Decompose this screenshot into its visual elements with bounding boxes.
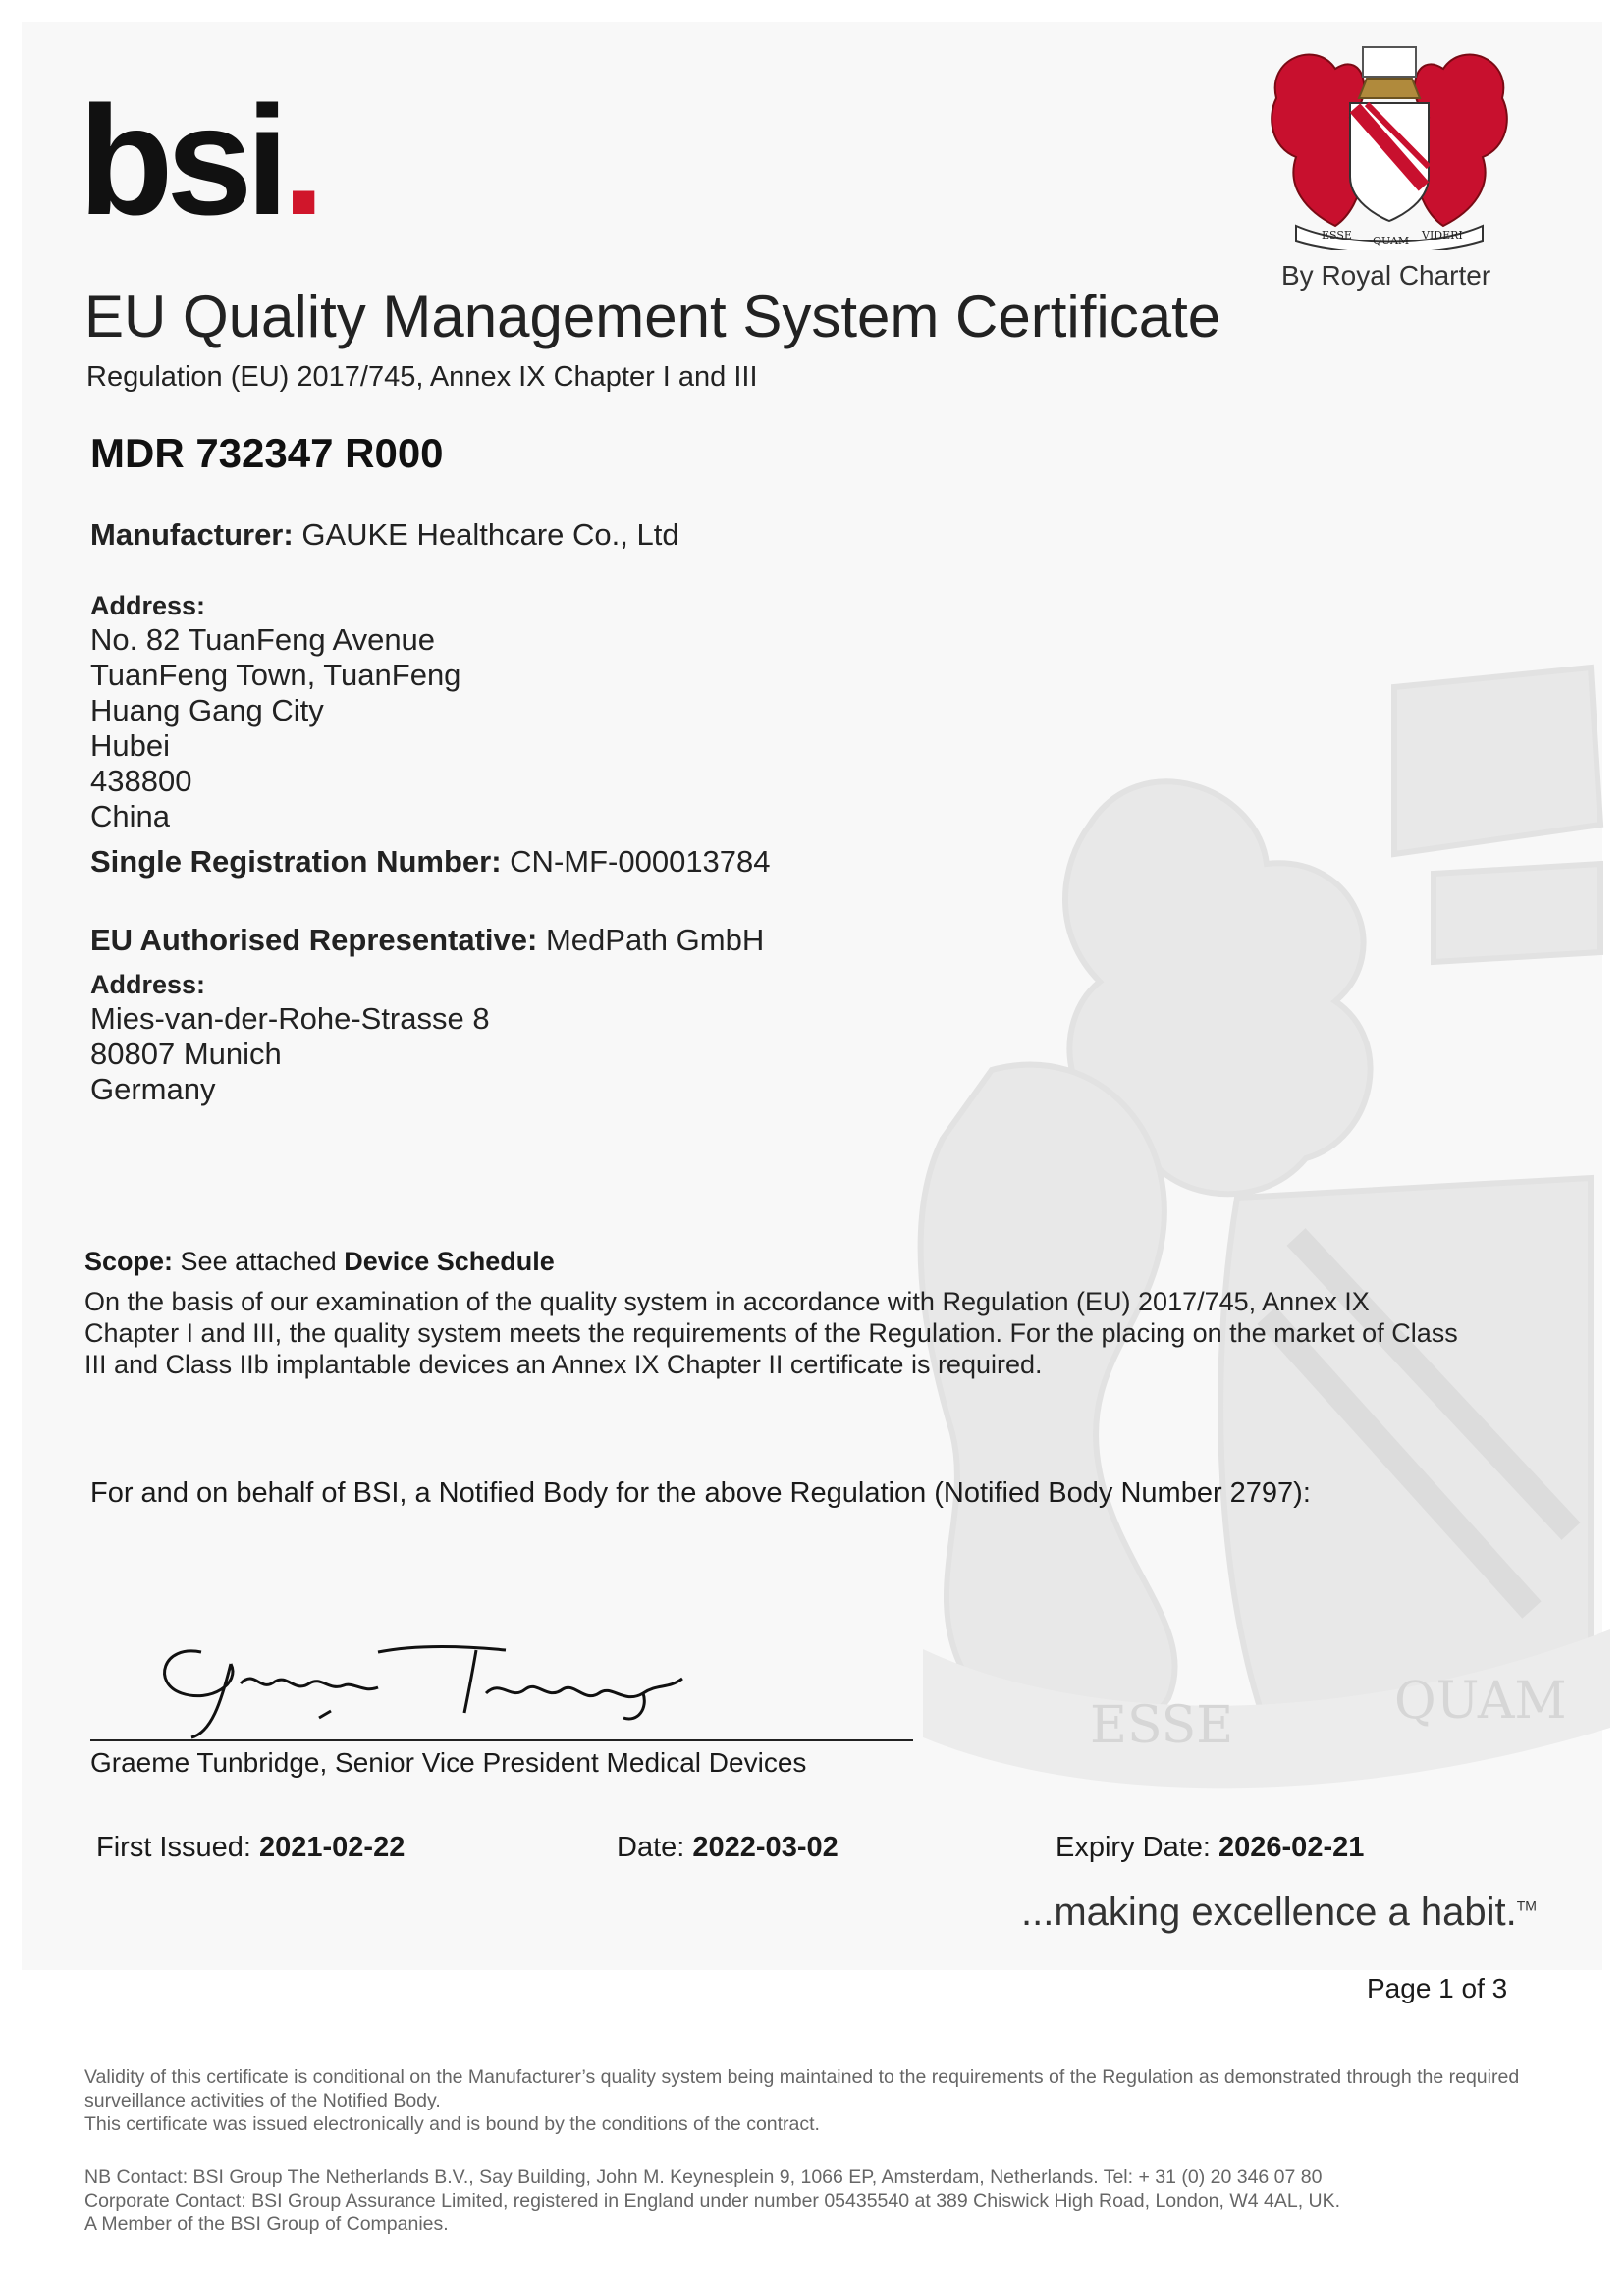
device-schedule-ref: Device Schedule	[344, 1247, 555, 1276]
scope-text: See attached	[180, 1247, 337, 1276]
issue-date-label: Date:	[617, 1832, 685, 1863]
first-issued-value: 2021-02-22	[259, 1832, 406, 1863]
svg-text:ESSE: ESSE	[1322, 229, 1352, 241]
issue-date	[617, 1832, 839, 1864]
tagline-text: ...making excellence a habit.	[1021, 1891, 1517, 1934]
address-line: 438800	[90, 764, 192, 798]
srn-value: CN-MF-000013784	[510, 844, 771, 879]
eu-rep-line	[90, 923, 764, 958]
page-number: Page 1 of 3	[1367, 1973, 1508, 2003]
nb-contact: NB Contact: BSI Group The Netherlands B.V., Say Building, John M. Keynesplein 9, 1066 EP, Amsterdam, Netherlands. Tel: + 31 (0) 20 346 07 80	[84, 2166, 1323, 2188]
validity-text-2: This certificate was issued electronically and is bound by the conditions of the contract.	[84, 2113, 820, 2135]
signatory-name: Graeme Tunbridge, Senior Vice President Medical Devices	[90, 1747, 807, 1778]
manufacturer-address	[90, 589, 460, 834]
certificate-number: MDR 732347 R000	[90, 430, 444, 476]
first-issued-label: First Issued:	[96, 1832, 251, 1863]
eu-rep-label: EU Authorised Representative:	[90, 923, 538, 957]
address-line: TuanFeng Town, TuanFeng	[90, 658, 461, 692]
address-line: Germany	[90, 1072, 216, 1106]
tagline	[1021, 1891, 1537, 1935]
scope-paragraph: On the basis of our examination of the quality system in accordance with Regulation (EU) 2017/745, Annex IX Chapter I and III, the quality system meets the requirements of the Regulation. For the placing on the market of Class III and Class IIb implantable devices an Annex IX Chapter II certificate is required.	[84, 1287, 1458, 1379]
expiry-date-value: 2026-02-21	[1218, 1832, 1365, 1863]
expiry-date	[1056, 1832, 1364, 1864]
signature-line	[90, 1739, 913, 1741]
svg-text:ESSE: ESSE	[1090, 1696, 1234, 1755]
manufacturer-name: GAUKE Healthcare Co., Ltd	[301, 517, 679, 552]
address-line: China	[90, 799, 170, 833]
scope-line	[84, 1247, 555, 1277]
logo-dot: .	[282, 75, 319, 247]
bsi-logo	[79, 75, 319, 247]
address-line: Huang Gang City	[90, 693, 324, 727]
certificate-title: EU Quality Management System Certificate	[84, 284, 1221, 349]
manufacturer-line	[90, 517, 679, 553]
svg-text:VIDERI: VIDERI	[1422, 229, 1463, 241]
address-line: 80807 Munich	[90, 1037, 282, 1071]
validity-note	[84, 2065, 1547, 2136]
eu-rep-name: MedPath GmbH	[545, 923, 765, 957]
royal-charter-text: By Royal Charter	[1281, 260, 1491, 291]
srn-label: Single Registration Number:	[90, 844, 502, 879]
address-line: Mies-van-der-Rohe-Strasse 8	[90, 1001, 490, 1036]
address-line: Hubei	[90, 728, 170, 763]
srn-line	[90, 844, 771, 880]
svg-text:QUAM: QUAM	[1373, 235, 1410, 247]
issue-date-value: 2022-03-02	[692, 1832, 839, 1863]
crest-watermark-icon	[844, 628, 1610, 1806]
address-line: No. 82 TuanFeng Avenue	[90, 622, 436, 657]
contact-note	[84, 2165, 1547, 2236]
first-issued	[96, 1832, 405, 1864]
manufacturer-label: Manufacturer:	[90, 517, 294, 552]
signature-icon	[152, 1625, 722, 1742]
group-member-note: A Member of the BSI Group of Companies.	[84, 2214, 449, 2235]
svg-text:QUAM: QUAM	[1394, 1672, 1567, 1731]
royal-crest-icon	[1257, 39, 1522, 250]
behalf-statement: For and on behalf of BSI, a Notified Body for the above Regulation (Notified Body Number 2797):	[90, 1477, 1311, 1509]
eu-rep-address-label: Address:	[90, 970, 206, 999]
bsi-logo-text: bsi	[79, 75, 283, 247]
regulation-subtitle: Regulation (EU) 2017/745, Annex IX Chapter I and III	[86, 361, 758, 393]
manufacturer-address-label: Address:	[90, 591, 206, 620]
corporate-contact: Corporate Contact: BSI Group Assurance Limited, registered in England under number 05435540 at 389 Chiswick High Road, London, W4 4AL, UK.	[84, 2190, 1341, 2212]
expiry-date-label: Expiry Date:	[1056, 1832, 1211, 1863]
validity-text-1: Validity of this certificate is conditional on the Manufacturer’s quality system being maintained to the requirements of the Regulation as demonstrated through the required surveillance activities of the Notified Body.	[84, 2066, 1520, 2111]
eu-rep-address	[90, 968, 490, 1107]
tagline-tm: TM	[1516, 1897, 1537, 1914]
scope-label: Scope:	[84, 1247, 174, 1276]
